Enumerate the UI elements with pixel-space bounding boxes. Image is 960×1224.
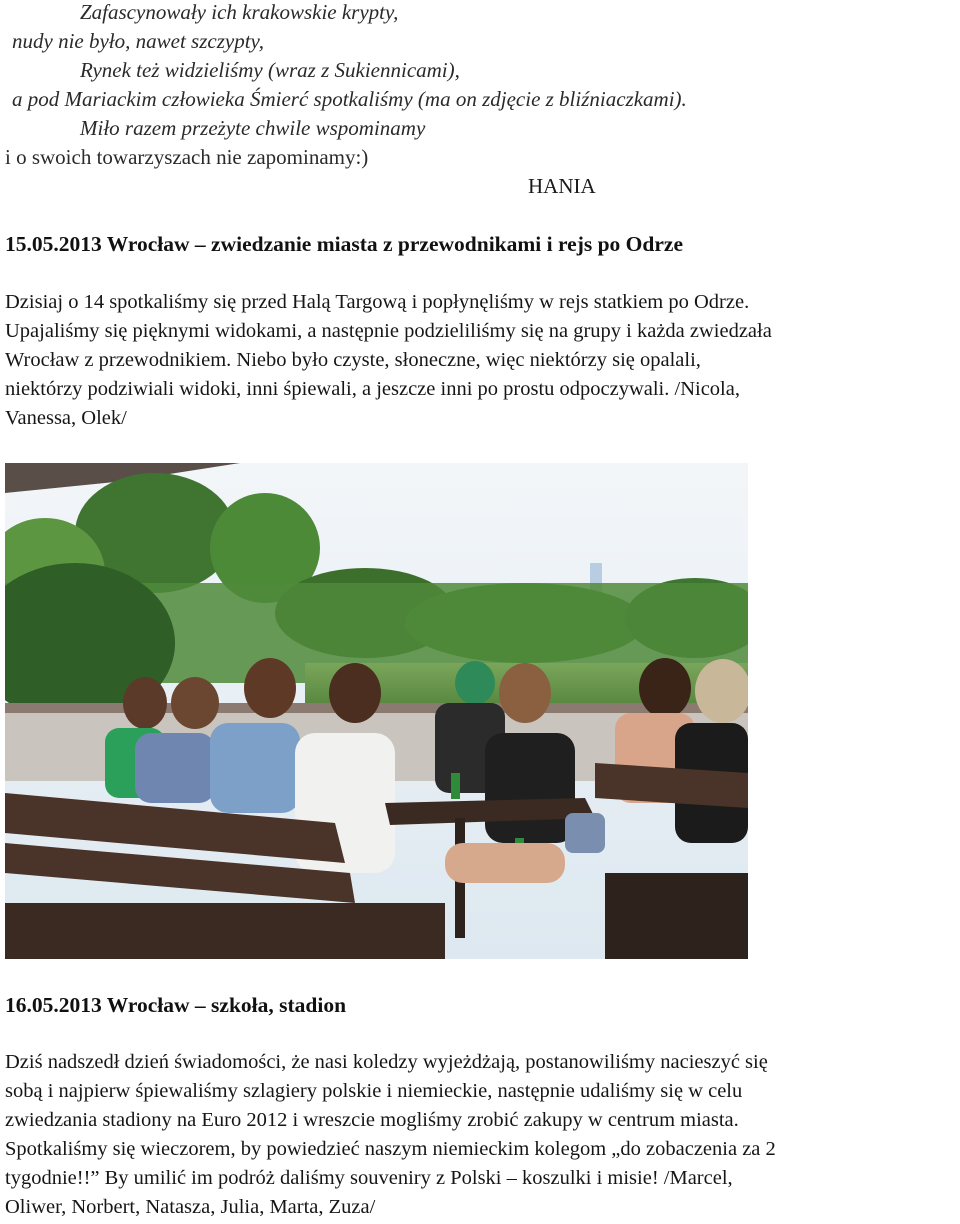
paragraph-line: Spotkaliśmy się wieczorem, by powiedzieć naszym niemieckim kolegom „do zobaczenia za 2: [5, 1138, 776, 1160]
paragraph-line: Oliwer, Norbert, Natasza, Julia, Marta, Zuza/: [5, 1196, 376, 1218]
poem-line: Miło razem przeżyte chwile wspominamy: [80, 116, 426, 140]
paragraph-line: niektórzy podziwiali widoki, inni śpiewali, a jeszcze inni po prostu odpoczywali. /Nicola,: [5, 378, 740, 400]
boat-trip-photo: [5, 463, 748, 959]
paragraph-line: sobą i najpierw śpiewaliśmy szlagiery polskie i niemieckie, następnie udaliśmy się w celu: [5, 1080, 743, 1102]
poem-line: Zafascynowały ich krakowskie krypty,: [80, 0, 399, 24]
paragraph-line: Vanessa, Olek/: [5, 407, 127, 429]
paragraph-line: Dzisiaj o 14 spotkaliśmy się przed Halą Targową i popłynęliśmy w rejs statkiem po Odrze.: [5, 291, 750, 313]
poem-line: Rynek też widzieliśmy (wraz z Sukiennicami),: [80, 58, 460, 82]
paragraph-line: tygodnie!!” By umilić im podróż daliśmy souveniry z Polski – koszulki i misie! /Marcel,: [5, 1167, 733, 1189]
paragraph-line: Wrocław z przewodnikiem. Niebo było czyste, słoneczne, więc niektórzy się opalali,: [5, 349, 701, 371]
poem-line: i o swoich towarzyszach nie zapominamy:): [5, 145, 369, 169]
entry-heading: 15.05.2013 Wrocław – zwiedzanie miasta z przewodnikami i rejs po Odrze: [5, 232, 683, 256]
poem-line: a pod Mariackim człowieka Śmierć spotkaliśmy (ma on zdjęcie z bliźniaczkami).: [12, 87, 687, 111]
paragraph-line: Upajaliśmy się pięknymi widokami, a następnie podzieliliśmy się na grupy i każda zwiedzała: [5, 320, 772, 342]
paragraph-line: zwiedzania stadiony na Euro 2012 i wreszcie mogliśmy zrobić zakupy w centrum miasta.: [5, 1109, 739, 1131]
poem-line: nudy nie było, nawet szczypty,: [12, 29, 264, 53]
paragraph-line: Dziś nadszedł dzień świadomości, że nasi koledzy wyjeżdżają, postanowiliśmy nacieszyć się: [5, 1051, 768, 1073]
poem-signature: HANIA: [528, 174, 596, 198]
entry-heading: 16.05.2013 Wrocław – szkoła, stadion: [5, 993, 347, 1017]
